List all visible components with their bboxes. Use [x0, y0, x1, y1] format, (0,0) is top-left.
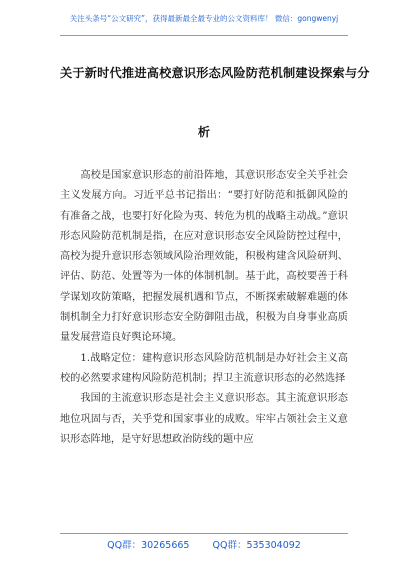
header-divider [60, 35, 348, 36]
body-paragraph-section-1: 1.战略定位：建构意识形态风险防范机制是办好社会主义高校的必然要求建构风险防范机制；捍卫主流意识形态的必然选择 [60, 352, 348, 384]
document-title-line1: 关于新时代推进高校意识形态风险防范机制建设探索与分 [60, 66, 370, 80]
footer-qq-group-2: QQ群：535304092 [212, 540, 301, 551]
footer-qq-group-1: QQ群：30265665 [107, 540, 190, 551]
header-note: 关注头条号“公文研究”，获得最新最全最专业的公文资料库！ 微信：gongwenyj [69, 14, 339, 23]
document-body [60, 166, 348, 450]
document-title-line2: 析 [197, 125, 211, 139]
footer-contacts [0, 537, 408, 551]
footer-divider [60, 533, 348, 534]
body-paragraph-intro: 高校是国家意识形态的前沿阵地，其意识形态安全关乎社会主义发展方向。习近平总书记指出：“要打好防范和抵御风险的有准备之战，也要打好化险为夷、转危为机的战略主动战。”意识形态风险防范机制是指，在应对意识形态安全风险防控过程中，高校为提升意识形态领域风险治理效能，积极构建含风险研判、评估、防范、处置等为一体的体制机制。基于此，高校要善于科学谋划攻防策略，把握发展机遇和节点，不断探索破解难题的体制机制全力打好意识形态安全防御阻击战，积极为自身事业高质量发展营造良好舆论环境。 [60, 170, 348, 344]
body-paragraph-mainstream: 我国的主流意识形态是社会主义意识形态。其主流意识形态地位巩固与否，关乎党和国家事业的成败。牢牢占领社会主义意识形态阵地，是守好思想政治防线的题中应 [60, 393, 348, 445]
